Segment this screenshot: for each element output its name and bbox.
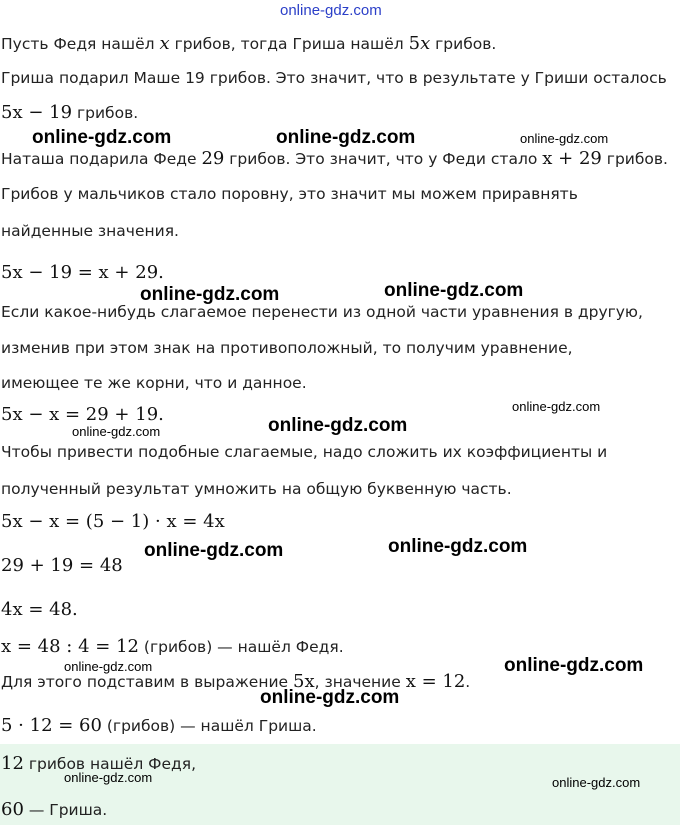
watermark: online-gdz.com <box>72 424 161 439</box>
text-line-9: изменив при этом знак на противоположный, то получим уравнение, <box>1 339 573 357</box>
watermark: online-gdz.com <box>552 775 641 790</box>
equation-1: 5x − 19 = x + 29. <box>1 262 164 283</box>
watermark: online-gdz.com <box>260 687 400 708</box>
text-line-13: полученный результат умножить на общую буквенную часть. <box>1 480 512 498</box>
text-line-19: 5 · 12 = 60 (грибов) — нашёл Гриша. <box>1 715 317 736</box>
text-line-10: имеющее те же корни, что и данное. <box>1 374 307 392</box>
watermark: online-gdz.com <box>64 770 153 785</box>
text-line-5: Грибов у мальчиков стало поровну, это значит мы можем приравнять <box>1 185 578 203</box>
text-line-12: Чтобы привести подобные слагаемые, надо сложить их коэффициенты и <box>1 443 608 461</box>
watermark: online-gdz.com <box>276 127 416 148</box>
text-line-4: Наташа подарила Феде 29 грибов. Это значит, что у Феди стало x + 29 грибов. <box>1 148 668 169</box>
watermark: online-gdz.com <box>388 536 528 557</box>
text-line-2: Гриша подарил Маше 19 грибов. Это значит, что в результате у Гриши осталось <box>1 69 667 87</box>
site-watermark-header: online-gdz.com <box>280 2 382 19</box>
answer-line-2: 60 — Гриша. <box>1 799 108 820</box>
watermark: online-gdz.com <box>512 399 601 414</box>
equation-4: 29 + 19 = 48 <box>1 555 123 576</box>
text-line-18: Для этого подставим в выражение 5x, значение x = 12. <box>1 671 471 692</box>
watermark: online-gdz.com <box>144 540 284 561</box>
equation-5: 4x = 48. <box>1 599 78 620</box>
watermark: online-gdz.com <box>32 127 172 148</box>
watermark: online-gdz.com <box>504 655 644 676</box>
text-line-17: x = 48 : 4 = 12 (грибов) — нашёл Федя. <box>1 636 344 657</box>
watermark: online-gdz.com <box>384 280 524 301</box>
watermark: online-gdz.com <box>268 415 408 436</box>
watermark: online-gdz.com <box>64 659 153 674</box>
equation-2: 5x − x = 29 + 19. <box>1 404 164 425</box>
equation-3: 5x − x = (5 − 1) · x = 4x <box>1 511 225 532</box>
text-line-3: 5x − 19 грибов. <box>1 102 139 123</box>
text-line-6: найденные значения. <box>1 222 179 240</box>
answer-line-1: 12 грибов нашёл Федя, <box>1 753 197 774</box>
watermark: online-gdz.com <box>520 131 609 146</box>
watermark: online-gdz.com <box>140 284 280 305</box>
text-line-8: Если какое-нибудь слагаемое перенести из одной части уравнения в другую, <box>1 303 643 321</box>
text-line-1: Пусть Федя нашёл x грибов, тогда Гриша нашёл 5x грибов. <box>1 33 497 54</box>
